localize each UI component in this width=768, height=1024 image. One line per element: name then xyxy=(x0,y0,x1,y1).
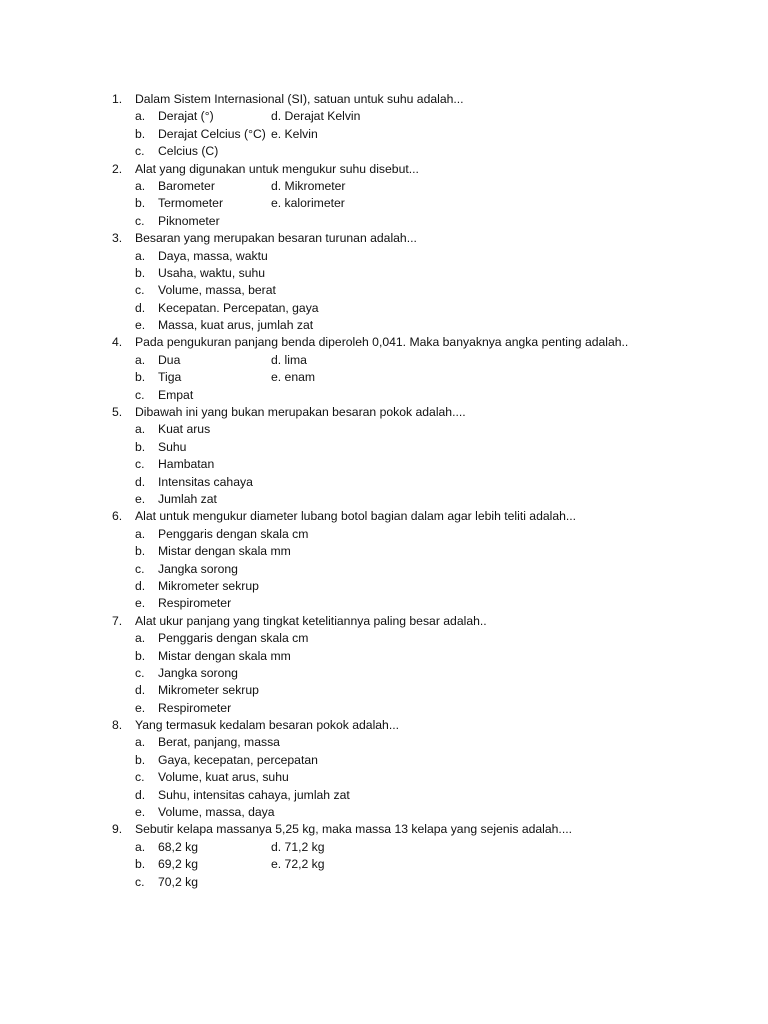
option-text: Jangka sorong xyxy=(158,561,238,576)
option-text: Usaha, waktu, suhu xyxy=(158,265,266,280)
option-text: 69,2 kg xyxy=(158,857,198,872)
question-text: Besaran yang merupakan besaran turunan adalah... xyxy=(135,231,417,246)
option-row xyxy=(0,421,768,438)
option-row xyxy=(0,856,768,873)
option-text: Jumlah zat xyxy=(158,491,217,506)
option-row xyxy=(0,317,768,334)
option-text: Berat, panjang, massa xyxy=(158,735,280,750)
option-text: Kuat arus xyxy=(158,422,211,437)
option-text: Hambatan xyxy=(158,457,215,472)
option-letter: c. xyxy=(135,874,145,889)
option-text-second-column: e. enam xyxy=(271,370,316,385)
option-text: Massa, kuat arus, jumlah zat xyxy=(158,318,314,333)
option-row xyxy=(0,630,768,647)
option-letter: e. xyxy=(135,318,146,333)
option-row xyxy=(0,369,768,386)
option-letter: b. xyxy=(135,544,146,559)
option-letter: b. xyxy=(135,196,146,211)
option-row xyxy=(0,143,768,160)
option-row xyxy=(0,178,768,195)
question-text: Dibawah ini yang bukan merupakan besaran pokok adalah.... xyxy=(135,405,466,420)
question-text: Alat ukur panjang yang tingkat ketelitiannya paling besar adalah.. xyxy=(135,613,487,628)
question-line xyxy=(0,613,768,630)
question-line xyxy=(0,508,768,525)
question-text: Dalam Sistem Internasional (SI), satuan untuk suhu adalah... xyxy=(135,92,464,106)
option-text: Jangka sorong xyxy=(158,665,238,680)
question-number: 3. xyxy=(112,231,123,246)
option-row xyxy=(0,248,768,265)
option-text: Derajat Celcius (°C) xyxy=(158,126,266,141)
option-row xyxy=(0,213,768,230)
option-row xyxy=(0,648,768,665)
option-letter: a. xyxy=(135,248,146,263)
option-text: Mikrometer sekrup xyxy=(158,683,259,698)
question-line xyxy=(0,161,768,178)
option-text-second-column: e. Kelvin xyxy=(271,126,318,141)
option-text-second-column: d. lima xyxy=(271,352,307,367)
option-row xyxy=(0,561,768,578)
option-row xyxy=(0,195,768,212)
option-text: Gaya, kecepatan, percepatan xyxy=(158,752,318,767)
question-number: 9. xyxy=(112,822,123,837)
option-letter: c. xyxy=(135,665,145,680)
question-sheet xyxy=(0,91,768,891)
option-row xyxy=(0,108,768,125)
option-letter: a. xyxy=(135,631,146,646)
option-row xyxy=(0,439,768,456)
option-text: 68,2 kg xyxy=(158,839,198,854)
option-letter: d. xyxy=(135,474,146,489)
option-letter: b. xyxy=(135,370,146,385)
option-letter: b. xyxy=(135,648,146,663)
option-letter: a. xyxy=(135,839,146,854)
option-text: Derajat (°) xyxy=(158,109,214,124)
option-row xyxy=(0,595,768,612)
option-letter: a. xyxy=(135,526,146,541)
option-text: Volume, massa, daya xyxy=(158,805,275,820)
option-row xyxy=(0,734,768,751)
option-text: Mistar dengan skala mm xyxy=(158,648,291,663)
option-text: Empat xyxy=(158,387,194,402)
option-row xyxy=(0,752,768,769)
option-text-second-column: e. 72,2 kg xyxy=(271,857,325,872)
option-row xyxy=(0,682,768,699)
option-text-second-column: d. 71,2 kg xyxy=(271,839,325,854)
option-text: Celcius (C) xyxy=(158,144,219,159)
option-letter: a. xyxy=(135,352,146,367)
option-text: Mistar dengan skala mm xyxy=(158,544,291,559)
option-row xyxy=(0,474,768,491)
option-letter: b. xyxy=(135,439,146,454)
option-letter: b. xyxy=(135,265,146,280)
option-row xyxy=(0,526,768,543)
option-row xyxy=(0,769,768,786)
option-letter: d. xyxy=(135,787,146,802)
question-text: Alat yang digunakan untuk mengukur suhu disebut... xyxy=(135,161,419,176)
option-letter: a. xyxy=(135,422,146,437)
option-row xyxy=(0,126,768,143)
option-text: Dua xyxy=(158,352,181,367)
option-text-second-column: d. Mikrometer xyxy=(271,178,346,193)
option-letter: c. xyxy=(135,457,145,472)
option-text: Respirometer xyxy=(158,596,232,611)
option-text: Termometer xyxy=(158,196,224,211)
option-letter: c. xyxy=(135,561,145,576)
option-letter: a. xyxy=(135,109,146,124)
question-line xyxy=(0,334,768,351)
option-text-second-column: d. Derajat Kelvin xyxy=(271,109,361,124)
option-row xyxy=(0,352,768,369)
option-text: Volume, massa, berat xyxy=(158,283,276,298)
option-letter: c. xyxy=(135,213,145,228)
question-line xyxy=(0,404,768,421)
option-letter: a. xyxy=(135,735,146,750)
question-text: Sebutir kelapa massanya 5,25 kg, maka massa 13 kelapa yang sejenis adalah.... xyxy=(135,822,572,837)
option-row xyxy=(0,456,768,473)
option-letter: e. xyxy=(135,491,146,506)
option-text: Respirometer xyxy=(158,700,232,715)
question-text: Yang termasuk kedalam besaran pokok adalah... xyxy=(135,718,399,733)
option-text: Penggaris dengan skala cm xyxy=(158,526,309,541)
option-letter: b. xyxy=(135,752,146,767)
option-row xyxy=(0,387,768,404)
option-letter: a. xyxy=(135,178,146,193)
question-line xyxy=(0,91,768,108)
option-text: Tiga xyxy=(158,370,182,385)
option-row xyxy=(0,265,768,282)
option-letter: c. xyxy=(135,283,145,298)
option-row xyxy=(0,700,768,717)
option-text: Daya, massa, waktu xyxy=(158,248,268,263)
question-number: 7. xyxy=(112,613,123,628)
option-text: Mikrometer sekrup xyxy=(158,578,259,593)
option-row xyxy=(0,804,768,821)
option-text: Suhu, intensitas cahaya, jumlah zat xyxy=(158,787,350,802)
question-number: 5. xyxy=(112,405,123,420)
option-row xyxy=(0,839,768,856)
option-row xyxy=(0,787,768,804)
option-row xyxy=(0,874,768,891)
question-line xyxy=(0,717,768,734)
option-letter: e. xyxy=(135,700,146,715)
question-number: 6. xyxy=(112,509,123,524)
option-row xyxy=(0,543,768,560)
option-letter: b. xyxy=(135,857,146,872)
option-text: 70,2 kg xyxy=(158,874,198,889)
option-row xyxy=(0,578,768,595)
option-row xyxy=(0,300,768,317)
option-text: Volume, kuat arus, suhu xyxy=(158,770,289,785)
question-text: Pada pengukuran panjang benda diperoleh 0,041. Maka banyaknya angka penting adalah.. xyxy=(135,335,629,350)
option-letter: d. xyxy=(135,683,146,698)
option-text: Piknometer xyxy=(158,213,220,228)
option-letter: c. xyxy=(135,144,145,159)
question-number: 8. xyxy=(112,718,123,733)
question-text: Alat untuk mengukur diameter lubang botol bagian dalam agar lebih teliti adalah... xyxy=(135,509,577,524)
option-text: Penggaris dengan skala cm xyxy=(158,631,309,646)
option-letter: d. xyxy=(135,300,146,315)
option-letter: c. xyxy=(135,770,145,785)
question-number: 1. xyxy=(112,92,123,106)
question-number: 2. xyxy=(112,161,123,176)
option-text-second-column: e. kalorimeter xyxy=(271,196,345,211)
option-text: Kecepatan. Percepatan, gaya xyxy=(158,300,319,315)
option-letter: e. xyxy=(135,596,146,611)
option-text: Barometer xyxy=(158,178,215,193)
option-row xyxy=(0,665,768,682)
option-row xyxy=(0,491,768,508)
option-letter: c. xyxy=(135,387,145,402)
option-letter: e. xyxy=(135,805,146,820)
option-text: Intensitas cahaya xyxy=(158,474,253,489)
option-letter: d. xyxy=(135,578,146,593)
option-text: Suhu xyxy=(158,439,187,454)
question-number: 4. xyxy=(112,335,123,350)
question-line xyxy=(0,230,768,247)
option-row xyxy=(0,282,768,299)
question-line xyxy=(0,821,768,838)
option-letter: b. xyxy=(135,126,146,141)
